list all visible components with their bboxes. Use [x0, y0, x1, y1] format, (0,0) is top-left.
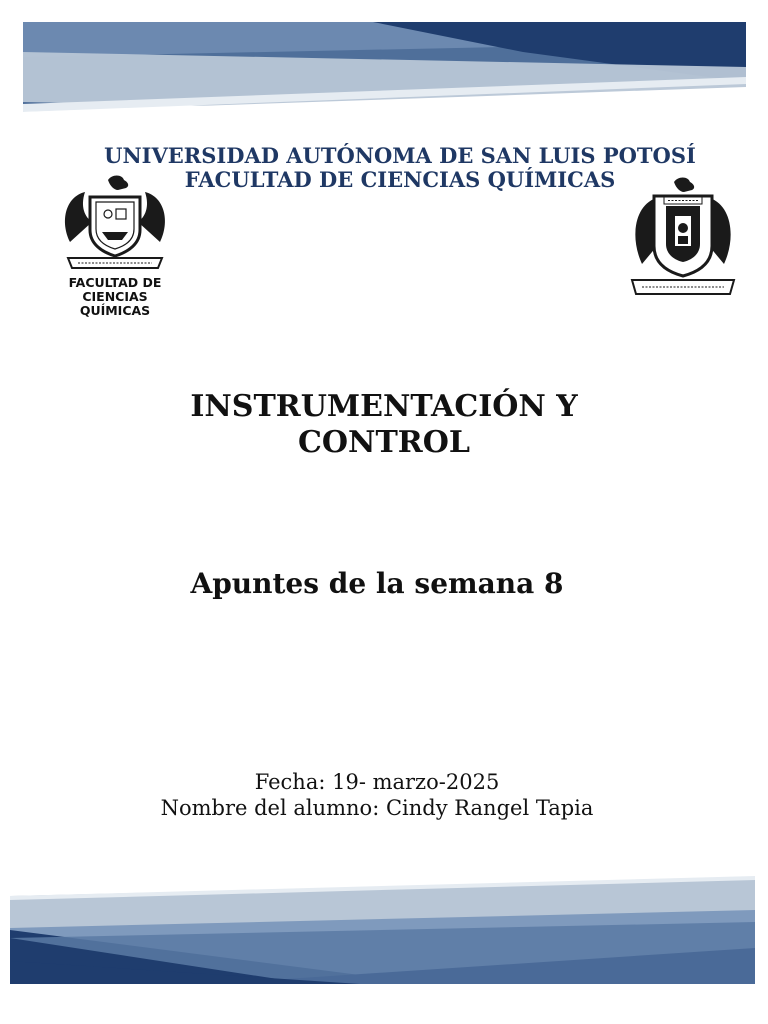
top-decorative-banner — [23, 22, 746, 140]
university-emblem-icon — [628, 176, 738, 298]
faculty-logo-caption-line1: FACULTAD DE — [68, 275, 162, 290]
faculty-logo-caption-line2: CIENCIAS QUÍMICAS — [79, 289, 151, 318]
document-title — [0, 389, 768, 461]
date-line: Fecha: 19- marzo-2025 — [254, 770, 500, 794]
university-heading: UNIVERSIDAD AUTÓNOMA DE SAN LUIS POTOSÍ — [104, 143, 696, 168]
document-subtitle: Apuntes de la semana 8 — [190, 567, 564, 600]
faculty-heading: FACULTAD DE CIENCIAS QUÍMICAS — [184, 167, 616, 192]
document-meta — [0, 769, 754, 821]
faculty-eagle-emblem-icon — [50, 172, 180, 272]
faculty-logo — [50, 172, 180, 318]
document-title-line1: INSTRUMENTACIÓN Y — [190, 389, 578, 424]
bottom-decorative-banner — [10, 866, 755, 984]
student-name-line: Nombre del alumno: Cindy Rangel Tapia — [160, 796, 594, 820]
faculty-logo-caption — [50, 276, 180, 318]
document-title-line2: CONTROL — [298, 425, 470, 460]
